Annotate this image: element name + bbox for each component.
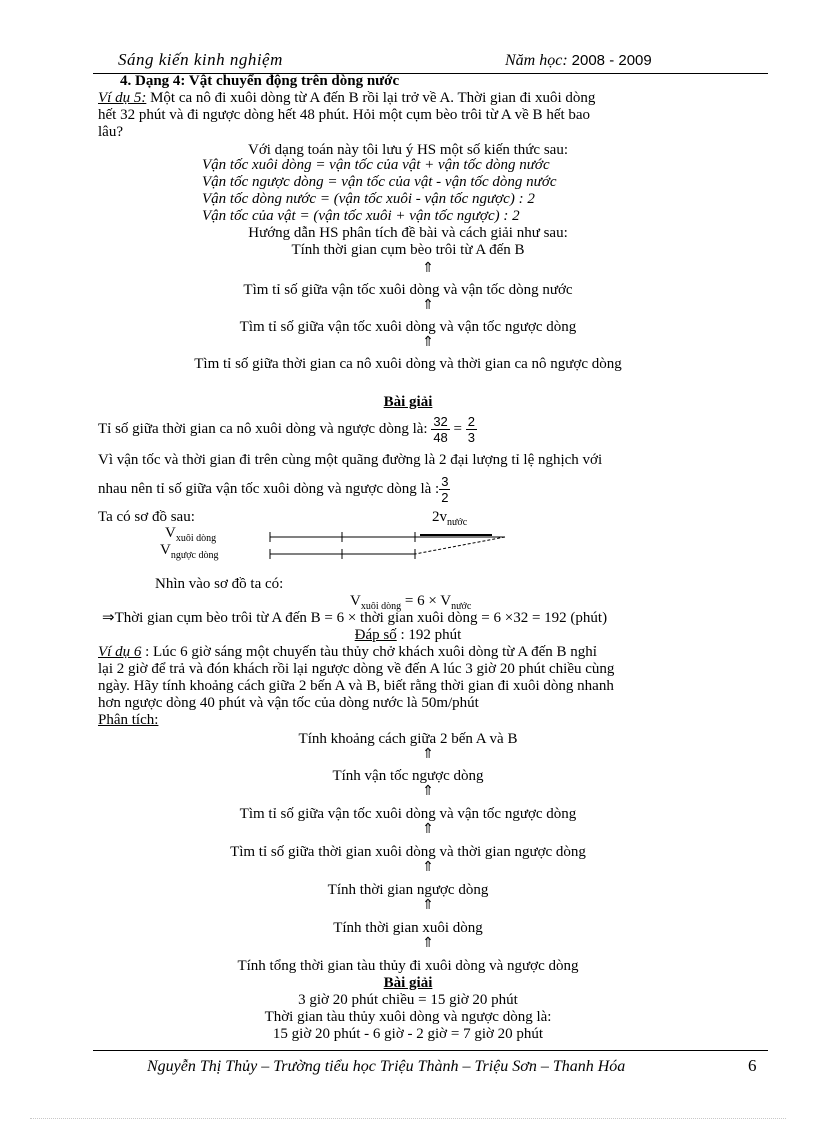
step6-4: Tìm tỉ số giữa thời gian xuôi dòng và thời gian ngược dòng (230, 844, 586, 860)
step6-2: Tính vận tốc ngược dòng (332, 768, 484, 784)
footer-author: Nguyễn Thị Thủy – Trường tiểu học Triệu Thành – Triệu Sơn – Thanh Hóa (147, 1058, 626, 1075)
analysis-label: Phân tích: (98, 712, 159, 728)
up-arrow-icon: ⇑ (422, 784, 434, 799)
frac-numerator: 2 (467, 414, 475, 429)
solution-title-6: Bài giải (383, 975, 433, 991)
up-arrow-icon: ⇑ (422, 898, 434, 913)
step6-5: Tính thời gian ngược dòng (327, 882, 489, 898)
velocity-diagram (260, 522, 520, 562)
up-arrow-icon: ⇑ (422, 298, 434, 313)
sol6-line-2: Thời gian tàu thủy xuôi dòng và ngược dòng là: (264, 1009, 552, 1025)
header-left: Sáng kiến kinh nghiệm (118, 50, 283, 69)
ex6-label: Ví dụ 6 (98, 644, 142, 660)
solution-title-5: Bài giải (383, 394, 433, 410)
header-year (505, 52, 652, 70)
formula-4: Vận tốc của vật = (vận tốc xuôi + vận tốc ngược) : 2 (202, 208, 520, 224)
up-arrow-icon: ⇑ (422, 822, 434, 837)
frac-numerator: 32 (433, 414, 448, 429)
sol5-line-3 (98, 474, 450, 505)
fraction-3-2 (439, 474, 450, 505)
section-title: 4. Dạng 4: Vật chuyển động trên dòng nước (120, 73, 400, 89)
up-arrow-icon: ⇑ (422, 860, 434, 875)
footer-rule (93, 1050, 768, 1051)
school-year: 2008 - 2009 (571, 52, 652, 69)
ex6-line-4: hơn ngược dòng 40 phút và vận tốc của dòng nước là 50m/phút (98, 695, 479, 711)
fraction-32-48 (431, 414, 449, 445)
ex6-text-1: : Lúc 6 giờ sáng một chuyến tàu thủy chở khách xuôi dòng từ A đến B nghỉ (141, 644, 597, 660)
look-text: Nhìn vào sơ đồ ta có: (155, 576, 284, 592)
step5-4: Tìm tỉ số giữa thời gian ca nô xuôi dòng và thời gian ca nô ngược dòng (194, 356, 622, 372)
up-arrow-icon: ⇑ (422, 747, 434, 762)
frac-denominator: 2 (441, 490, 449, 505)
frac-denominator: 48 (433, 430, 448, 445)
frac-denominator: 3 (467, 430, 475, 445)
answer-line (0, 628, 816, 643)
page-edge-dots (30, 1118, 786, 1119)
ratio-time-line (98, 414, 477, 445)
up-arrow-icon: ⇑ (422, 335, 434, 350)
sol6-line-1: 3 giờ 20 phút chiều = 15 giờ 20 phút (298, 992, 518, 1008)
sol5-line-2: Vì vận tốc và thời gian đi trên cùng một quãng đường là 2 đại lượng tỉ lệ nghịch với (98, 452, 603, 468)
up-arrow-icon: ⇑ (422, 936, 434, 951)
step6-1: Tính khoảng cách giữa 2 bến A và B (298, 731, 518, 747)
sol5-line-3-text: nhau nên tỉ số giữa vận tốc xuôi dòng và ngược dòng là : (98, 480, 440, 497)
guide-text: Hướng dẫn HS phân tích đề bài và cách giải như sau: (248, 225, 568, 241)
up-arrow-icon: ⇑ (422, 261, 434, 276)
ex5-line-2: hết 32 phút và đi ngược dòng hết 48 phút. Hỏi một cụm bèo trôi từ A về B hết bao (98, 107, 591, 123)
step5-3: Tìm tỉ số giữa vận tốc xuôi dòng và vận tốc ngược dòng (239, 319, 577, 335)
answer-value: : 192 phút (396, 627, 462, 643)
ex5-line-3: lâu? (98, 124, 123, 140)
step5-1: Tính thời gian cụm bèo trôi từ A đến B (291, 242, 525, 258)
ex5-label: Ví dụ 5: (98, 90, 147, 106)
brace-2v (415, 537, 505, 554)
diagram-label-2v: $2v_{nước}$ (432, 509, 468, 528)
diagram-intro: Ta có sơ đồ sau: (98, 509, 195, 525)
intro-text: Với dạng toán này tôi lưu ý HS một số kiến thức sau: (248, 142, 568, 158)
frac-numerator: 3 (441, 474, 449, 489)
fraction-2-3 (466, 414, 477, 445)
step6-7: Tính tổng thời gian tàu thủy đi xuôi dòng và ngược dòng (237, 958, 579, 974)
ex6-line-1 (98, 645, 597, 660)
formula-1: Vận tốc xuôi dòng = vận tốc của vật + vận tốc dòng nước (202, 157, 550, 173)
answer-label: Đáp số (354, 627, 397, 643)
year-label: Năm học: (505, 52, 568, 69)
label-v-xuoi: $V_{xuôi dòng}$ (165, 525, 217, 544)
formula-2: Vận tốc ngược dòng = vận tốc của vật - vận tốc dòng nước (202, 174, 557, 190)
formula-3: Vận tốc dòng nước = (vận tốc xuôi - vận tốc ngược) : 2 (202, 191, 535, 207)
equals-sign: = (453, 420, 463, 437)
page-number: 6 (748, 1056, 757, 1075)
step6-6: Tính thời gian xuôi dòng (333, 920, 483, 936)
sol6-line-3: 15 giờ 20 phút - 6 giờ - 2 giờ = 7 giờ 20 phút (272, 1026, 544, 1042)
ex5-line-1 (98, 91, 595, 106)
step6-3: Tìm tỉ số giữa vận tốc xuôi dòng và vận tốc ngược dòng (239, 806, 577, 822)
ex5-text-1: Một ca nô đi xuôi dòng từ A đến B rồi lại trở về A. Thời gian đi xuôi dòng (146, 90, 596, 106)
relation-line: $V_{xuôi dòng} = 6 \times V_{nước}$ (350, 593, 472, 612)
label-v-nguoc: $V_{ngược dòng}$ (160, 542, 219, 561)
ratio-time-text: Tỉ số giữa thời gian ca nô xuôi dòng và ngược dòng là: (98, 420, 428, 437)
step5-2: Tìm tỉ số giữa vận tốc xuôi dòng và vận tốc dòng nước (243, 282, 573, 298)
conclusion-line: ⇒Thời gian cụm bèo trôi từ A đến B = 6 × thời gian xuôi dòng = 6 ×32 = 192 (phút) (102, 610, 608, 626)
ex6-line-2: lại 2 giờ để trả và đón khách rồi lại ngược dòng về đến A lúc 3 giờ 20 phút chiều cùng (98, 661, 615, 677)
ex6-line-3: ngày. Hãy tính khoảng cách giữa 2 bến A và B, biết rằng thời gian đi xuôi dòng nhanh (98, 678, 614, 694)
